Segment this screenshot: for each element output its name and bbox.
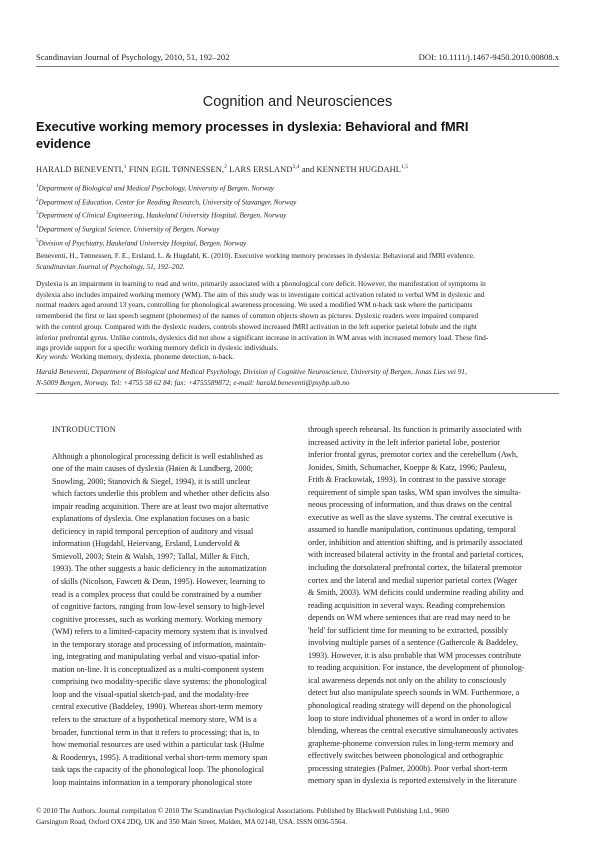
author-2: FINN EGIL TØNNESSEN, bbox=[126, 164, 225, 174]
author-1-affil: 1 bbox=[123, 164, 127, 170]
keywords-label: Key words: bbox=[36, 352, 70, 361]
affiliation-item bbox=[36, 181, 559, 195]
text-line: deficiency in rapid temporal perception of auditory and visual bbox=[52, 526, 254, 536]
text-line: including the dorsolateral prefrontal cortex, the bilateral premotor bbox=[308, 563, 522, 573]
text-line: ing, integrating and manipulating verbal and visuo-spatial infor- bbox=[52, 652, 261, 662]
text-line: neous processing of information, and thus draws on the central bbox=[308, 500, 512, 510]
author-4-affil: 1,5 bbox=[401, 164, 409, 170]
affiliation-item bbox=[36, 222, 559, 236]
text-line: cognitive processes, such as working memory. Working memory bbox=[52, 614, 263, 624]
text-line: loop maintains information in a temporary phonological store bbox=[52, 777, 253, 787]
intro-heading: INTRODUCTION bbox=[52, 425, 116, 434]
text-line: Snowling, 2000; Stanovich & Siegel, 1994), it is still unclear bbox=[52, 476, 251, 486]
title-line-1: Executive working memory processes in dyslexia: Behavioral and fMRI bbox=[36, 119, 469, 134]
text-line: increased activity in the left inferior parietal lobe, posterior bbox=[308, 437, 500, 447]
author-4: and KENNETH HUGDAHL bbox=[299, 164, 401, 174]
citation-line-2: Scandinavian Journal of Psychology, 51, 192–202. bbox=[36, 261, 185, 271]
abstract-line: Dyslexia is an impairment in learning to read and write, primarily associated with a phonological core deficit. However, the manifestation of symptoms in bbox=[36, 279, 486, 288]
text-line: broader, functional term in that it refers to processing; that is, to bbox=[52, 727, 260, 737]
text-line: with increased bilateral activity in the frontal and parietal cortices, bbox=[308, 550, 524, 560]
text-line: grapheme-phoneme conversion rules in long-term memory and bbox=[308, 738, 514, 748]
correspondence-line: N-5009 Bergen, Norway. Tel: +4755 58 62 84; fax: +4755589872; e-mail: harald.beneventi@psybp.uib.no bbox=[36, 377, 350, 387]
correspondence bbox=[36, 367, 559, 388]
affiliation-number: 1 bbox=[36, 184, 39, 189]
text-line: to reading acquisition. For instance, the development of phonolog- bbox=[308, 663, 525, 673]
body-right-column bbox=[308, 424, 549, 788]
text-line: memory span in dyslexia is reported extensively in the literature bbox=[308, 776, 517, 786]
running-header bbox=[36, 52, 559, 62]
author-list bbox=[36, 164, 559, 174]
text-line: executive as well as the slave systems. The central executive is bbox=[308, 512, 513, 522]
text-line: one of the main causes of dyslexia (Høien & Lundberg, 2000; bbox=[52, 464, 253, 474]
author-1: HARALD BENEVENTI, bbox=[36, 164, 124, 174]
text-line: in the temporary storage and processing of information, maintain- bbox=[52, 639, 267, 649]
text-line: loop to store individual phonemes of a word in order to allow bbox=[308, 713, 508, 723]
affiliation-number: 4 bbox=[36, 225, 39, 231]
text-line: of cognitive factors, ranging from low-level sensory to high-level bbox=[52, 602, 265, 612]
body-left-column bbox=[52, 424, 293, 789]
doi[interactable]: DOI: 10.1111/j.1467-9450.2010.00808.x bbox=[418, 52, 559, 62]
text-line: Although a phonological processing deficit is well established as bbox=[52, 451, 263, 461]
keywords bbox=[36, 352, 559, 363]
affiliation-item bbox=[36, 236, 559, 250]
text-line: refers to the structure of a hypothetical memory store, WM is a bbox=[52, 715, 257, 725]
text-line: impair reading acquisition. There are at least two major alternative bbox=[52, 501, 269, 511]
text-line: read is a complex process that could be constrained by a number bbox=[52, 589, 262, 599]
text-line: order, inhibition and attention shifting, and is primarily associated bbox=[308, 537, 523, 547]
text-line: ical awareness depends not only on the ability to consciously bbox=[308, 675, 507, 685]
text-line: information (Hugdahl, Heiervang, Ersland, Lundervold & bbox=[52, 539, 241, 549]
journal-citation: Scandinavian Journal of Psychology, 2010, 51, 192–202 bbox=[36, 52, 230, 62]
text-line: loop and the visual-spatial sketch-pad, and the modality-free bbox=[52, 689, 249, 699]
author-3: LARS ERSLAND bbox=[226, 164, 293, 174]
text-line: Smievoll, 2003; Stein & Walsh, 1997; Tallal, Miller & Fitch, bbox=[52, 551, 250, 561]
text-line: & Smith, 2003). WM deficits could undermine reading ability and bbox=[308, 588, 524, 598]
affiliation-item bbox=[36, 195, 559, 209]
abstract-line: inferior prefrontal gyrus. Unlike controls, dyslexics did not show a significant increase in activation in WM areas with increased memory load. These find- bbox=[36, 332, 489, 342]
affiliation-number: 5 bbox=[36, 238, 39, 244]
text-line: 1993). The other suggests a basic deficiency in the automatization bbox=[52, 564, 267, 574]
abstract-line: normal readers aged around 13 years, controlling for phonological awareness processing. We used a modified WM n-back task where the participants bbox=[36, 300, 473, 310]
affiliation-number: 3 bbox=[36, 211, 39, 217]
text-line: blending, whereas the central executive simultaneously activates bbox=[308, 726, 519, 736]
text-line: comprising two modality-specific slave systems: the phonological bbox=[52, 677, 267, 687]
text-line: explanations of dyslexia. One explanation focuses on a basic bbox=[52, 514, 250, 524]
author-3-affil: 3,4 bbox=[292, 164, 300, 170]
text-line: detect but also manipulate speech sounds in WM. Furthermore, a bbox=[308, 688, 520, 698]
article-title bbox=[36, 118, 559, 152]
text-line: & Roodenrys, 1995). A traditional verbal short-term memory span bbox=[52, 752, 268, 762]
text-line: phonological reading strategy will depend on the phonological bbox=[308, 701, 512, 711]
header-rule bbox=[36, 66, 559, 67]
text-line: 'held' for sufficient time for meaning to be extracted, possibly bbox=[308, 625, 508, 635]
text-line: assumed to handle manipulation, continuous updating, temporal bbox=[308, 525, 517, 535]
affiliation-text: Department of Education, Center for Reading Research, University of Stavanger, Norway bbox=[38, 198, 297, 207]
text-line: effectively switches between phonological and orthographic bbox=[308, 751, 504, 761]
abstract-line: ings provide support for a specific working memory deficit in dyslexic individuals. bbox=[36, 343, 279, 353]
citation-line-1: Beneventi, H., Tønnessen, F. E., Ersland, L. & Hugdahl, K. (2010). Executive working memory processes in dyslexia: Behavioral and fMRI evidence. bbox=[36, 251, 475, 260]
text-line: mation on-line. It is conceptualized as a multi-component system bbox=[52, 664, 264, 674]
text-line: 1993). However, it is also probable that WM processes contribute bbox=[308, 650, 522, 660]
text-line: of skills (Nicolson, Fawcett & Dean, 1995). However, learning to bbox=[52, 577, 265, 587]
affiliations bbox=[36, 181, 559, 249]
section-heading: Cognition and Neurosciences bbox=[202, 94, 393, 110]
text-line: through speech rehearsal. Its function is primarily associated with bbox=[308, 425, 522, 434]
text-line: task taps the capacity of the phonological loop. The phonological bbox=[52, 765, 264, 775]
abstract-line: with the control group. Compared with the dyslexic readers, controls showed increased fMRI activation in the left superior parietal lobule and the right bbox=[36, 321, 477, 331]
text-line: how memorial resources are used within a particular task (Hulme bbox=[52, 740, 265, 750]
abstract-line: dyslexia also includes impaired working memory (WM). The aim of this study was to investigate cortical activation related to verbal WM in dyslexic and bbox=[36, 289, 485, 299]
text-line: depends on WM where sentences that are read may need to be bbox=[308, 613, 511, 623]
affiliation-text: Department of Surgical Science, University of Bergen, Norway bbox=[38, 225, 220, 234]
abstract-rule bbox=[36, 393, 559, 394]
text-line: Jonides, Smith, Schumacher, Koeppe & Katz, 1996; Paulesu, bbox=[308, 462, 507, 472]
text-line: (WM) refers to a limited-capacity memory system that is involved bbox=[52, 627, 268, 637]
text-line: reading acquisition in several ways. Reading comprehension bbox=[308, 600, 505, 610]
text-line: which factors underlie this problem and whether other deficits also bbox=[52, 489, 270, 499]
text-line: central executive (Baddeley, 1990). Whereas short-term memory bbox=[52, 702, 263, 712]
affiliation-item bbox=[36, 208, 559, 222]
text-line: involving multiple parses of a sentence (Gathercole & Baddeley, bbox=[308, 638, 518, 648]
affiliation-text: Division of Psychiatry, Haukeland University Hospital, Bergen, Norway bbox=[38, 239, 247, 248]
footer-line-1: © 2010 The Authors. Journal compilation © 2010 The Scandinavian Psychological Associations. Published by Blackwell Publishing Ltd., 9600 bbox=[36, 807, 449, 815]
text-line: processing strategies (Palmer, 2000b). Poor verbal short-term bbox=[308, 763, 508, 773]
text-line: inferior frontal gyrus, premotor cortex and the cerebellum (Awh, bbox=[308, 450, 518, 460]
copyright-footer bbox=[36, 806, 559, 827]
affiliation-text: Department of Clinical Engineering, Haukeland University Hospital, Bergen, Norway bbox=[38, 211, 287, 220]
text-line: cortex and the lateral and medial superior parietal cortex (Wager bbox=[308, 575, 518, 585]
author-2-affil: 2 bbox=[224, 164, 227, 170]
correspondence-line: Harald Beneventi, Department of Biological and Medical Psychology, Division of Cognitive Neuroscience, University of Bergen, Jonas Lies vei 91, bbox=[36, 367, 467, 376]
keywords-text: Working memory, dyslexia, phoneme detection, n-back. bbox=[69, 352, 235, 361]
footer-line-2: Garsington Road, Oxford OX4 2DQ, UK and 350 Main Street, Malden, MA 02148, USA. ISSN 0036-5564. bbox=[36, 817, 348, 826]
citation-block bbox=[36, 251, 559, 272]
text-line: Frith & Frackowiak, 1993). In contrast to the passive storage bbox=[308, 475, 506, 485]
affiliation-number: 2 bbox=[36, 197, 39, 203]
abstract-line: remembered the first or last speech segment (phonemes) of the names of common objects shown as pictures. Dyslexic readers were impaired compared bbox=[36, 311, 479, 321]
abstract bbox=[36, 279, 559, 354]
affiliation-text: Department of Biological and Medical Psychology, University of Bergen, Norway bbox=[38, 184, 274, 193]
text-line: requirement of simple span tasks, WM span involves the simulta- bbox=[308, 487, 521, 497]
title-line-2: evidence bbox=[36, 136, 91, 151]
